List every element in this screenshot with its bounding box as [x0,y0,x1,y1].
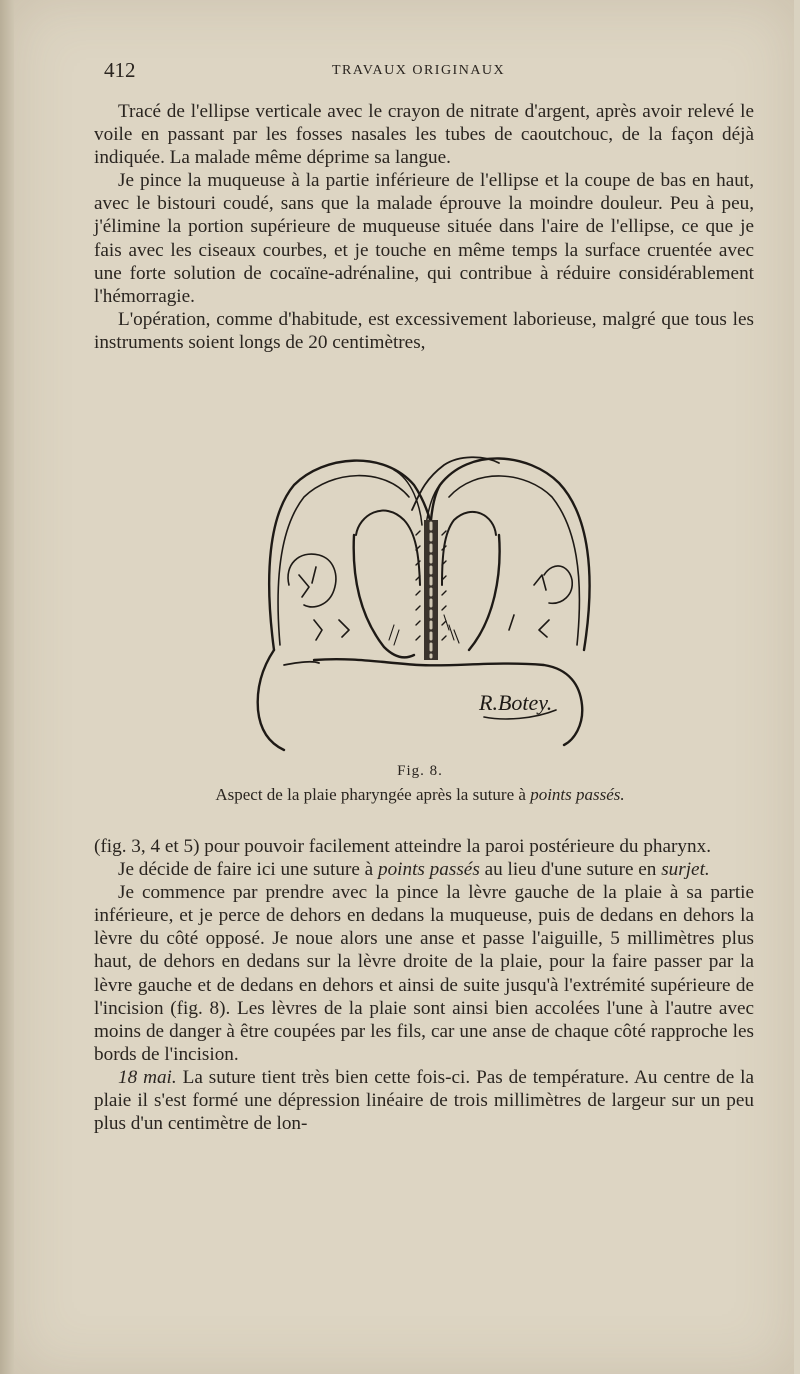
paragraph: (fig. 3, 4 et 5) pour pouvoir facilement atteindre la paroi postérieure du pharynx. [94,836,711,857]
paragraph: L'opération, comme d'habitude, est excessivement laborieuse, malgré que tous les instruments soient longs de 20 centimètres, [94,308,754,353]
paragraph: Je pince la muqueuse à la partie inférieure de l'ellipse et la coupe de bas en haut, avec le bistouri coudé, sans que la malade éprouve la moindre douleur. Peu à peu, j'élimine la portion supérieure de muqueuse située dans l'aire de l'ellipse, ce que je fais avec les ciseaux courbes, et je touche en même temps la surface cruentée avec une forte solution de cocaïne-adrénaline, qui contribue à réduire considérablement l'hémorragie. [94,170,754,307]
book-spine-shadow [0,0,14,1374]
paragraph: Tracé de l'ellipse verticale avec le crayon de nitrate d'argent, après avoir relevé le voile en passant par les fosses nasales les tubes de caoutchouc, de la façon déjà indiquée. La malade même déprime sa langue. [94,101,754,169]
paragraph-text: au lieu d'une suture en [479,859,662,881]
page-number: 412 [104,58,136,82]
running-title: TRAVAUX ORIGINAUX [332,63,506,78]
paragraph [94,1066,754,1135]
paragraph: Je commence par prendre avec la pince la lèvre gauche de la plaie à sa partie inférieure, et je perce de dehors en dedans la muqueuse, puis de dedans en dehors la lèvre du côté opposé. Je noue alors une anse et passe l'aiguille, 5 millimètres plus haut, de dehors en dedans sur la lèvre droite de la plaie, pour la faire passer par la lèvre gauche et de dedans en dehors et ainsi de suite jusqu'à l'extrémité supérieure de l'incision (fig. 8). Les lèvres de la plaie sont ainsi bien accolées l'une à l'autre avec moins de danger à être coupées par les fils, car une anse de chaque côté rapproche les bords de l'incision. [94,882,754,1065]
paragraph-text: La suture tient très bien cette fois-ci. Pas de température. Au centre de la plaie il s'est formé une dépression linéaire de trois millimètres de largeur sur un peu plus d'un centimètre de lon- [94,1066,755,1135]
paragraph-text: Je décide de faire ici une suture à [118,859,378,881]
caption-italic-text: points passés. [530,785,625,804]
paragraph [94,858,754,881]
figure-label: Fig. 8. [397,763,443,779]
date-italic: 18 mai. [118,1066,177,1088]
italic-term: points passés [377,859,480,881]
figure-caption [0,785,800,805]
italic-term: surjet. [661,859,710,881]
caption-text: Aspect de la plaie pharyngée après la suture à [215,785,531,804]
pharynx-suture-illustration [244,425,614,760]
text-block-top [94,100,754,354]
page-header [0,58,800,88]
artist-signature: R.Botey. [479,690,553,715]
text-block-bottom [94,835,754,1135]
